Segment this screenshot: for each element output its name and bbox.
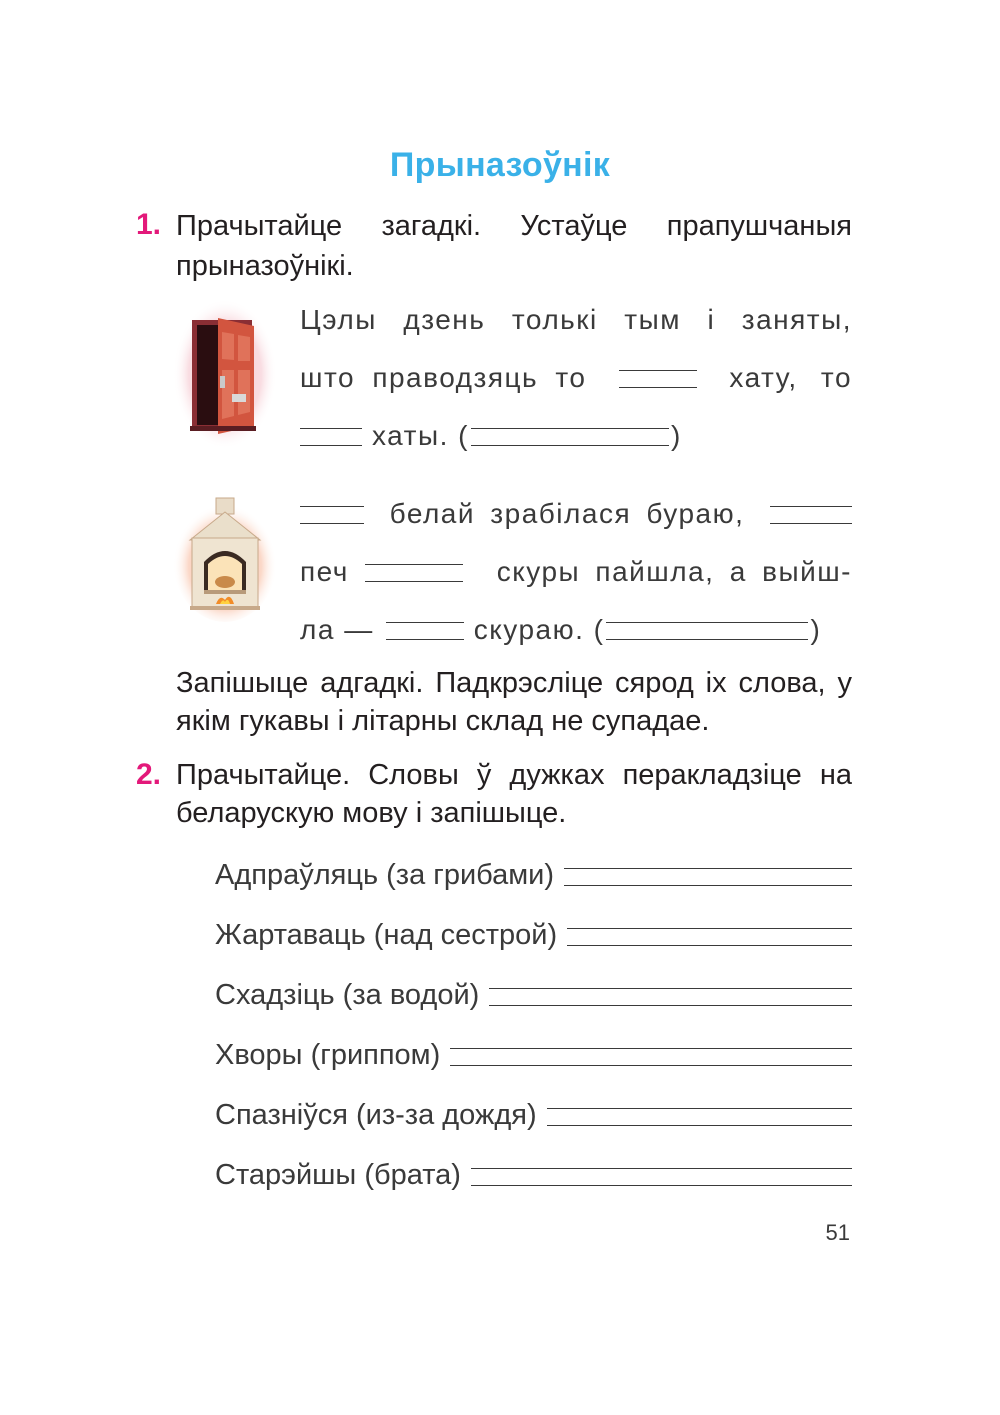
answer-blank[interactable] [770, 506, 852, 524]
riddle-1-text-2b: хату, то [729, 362, 853, 393]
page-number: 51 [825, 1220, 850, 1245]
riddle-1-line-2 [300, 354, 852, 394]
riddle-1-text-3a: хаты. ( [372, 420, 469, 451]
riddle-1-text-1: Цэлы дзень толькі тым і заняты, [300, 304, 852, 335]
answer-line[interactable] [471, 1168, 852, 1186]
answer-line[interactable] [489, 988, 852, 1006]
task-1-followup: Запішыце адгадкі. Падкрэсліце сярод іх слова, у якім гукавы і літарны склад не супадае. [176, 667, 852, 737]
phrase-text: Спазніўся (из-за дождя) [215, 1099, 537, 1131]
answer-blank[interactable] [300, 428, 362, 446]
phrase-row [215, 1032, 852, 1072]
riddle-2-line-2 [300, 548, 852, 588]
page-title: Прыназоўнік [389, 146, 611, 184]
riddle-2-text-3c: ) [810, 614, 822, 645]
riddle-2-text-2b: скуры пайшла, а выйш- [496, 556, 852, 587]
riddle-2-line-3 [300, 606, 852, 646]
phrase-row [215, 1092, 852, 1132]
answer-line[interactable] [567, 928, 852, 946]
answer-line[interactable] [450, 1048, 852, 1066]
phrase-row [215, 912, 852, 952]
phrase-row [215, 1152, 852, 1192]
door-icon [172, 298, 278, 450]
phrase-text: Хворы (гриппом) [215, 1039, 441, 1071]
riddle-2-text-3b: скураю. ( [473, 614, 605, 645]
riddle-2-line-1 [300, 490, 852, 530]
riddle-1-text-2a: што праводзяць то [300, 362, 587, 393]
phrase-text: Адпраўляць (за грибами) [215, 859, 555, 891]
task-2-instruction: Прачытайце. Словы ў дужках перакладзіце на беларускую мову і запішыце. [176, 759, 852, 829]
answer-blank[interactable] [365, 564, 463, 582]
riddle-2-text-1a: белай зрабілася бураю, [389, 498, 745, 529]
riddle-2-answer-blank[interactable] [606, 622, 808, 640]
riddle-1-answer-blank[interactable] [471, 428, 669, 446]
phrase-text: Схадзіць (за водой) [215, 979, 480, 1011]
oven-icon [172, 492, 278, 622]
riddle-1-line-1 [300, 296, 852, 336]
task-2-number: 2. [136, 758, 162, 791]
answer-line[interactable] [564, 868, 852, 886]
riddle-2-text-3a: ла — [300, 614, 374, 645]
riddle-1-text-3b: ) [670, 420, 682, 451]
answer-blank[interactable] [619, 370, 697, 388]
task-1-instruction: Прачытайце загадкі. Устаўце прапушчаныя прыназоўнікі. [176, 210, 852, 282]
task-1-number: 1. [136, 208, 162, 241]
answer-blank[interactable] [300, 506, 364, 524]
phrase-text: Старэйшы (брата) [215, 1159, 461, 1191]
phrase-row [215, 972, 852, 1012]
riddle-2-text-2a: печ [300, 556, 349, 587]
phrase-row [215, 852, 852, 892]
riddle-1-line-3 [300, 412, 852, 452]
answer-line[interactable] [547, 1108, 852, 1126]
answer-blank[interactable] [386, 622, 464, 640]
phrase-text: Жартаваць (над сестрой) [215, 919, 558, 951]
